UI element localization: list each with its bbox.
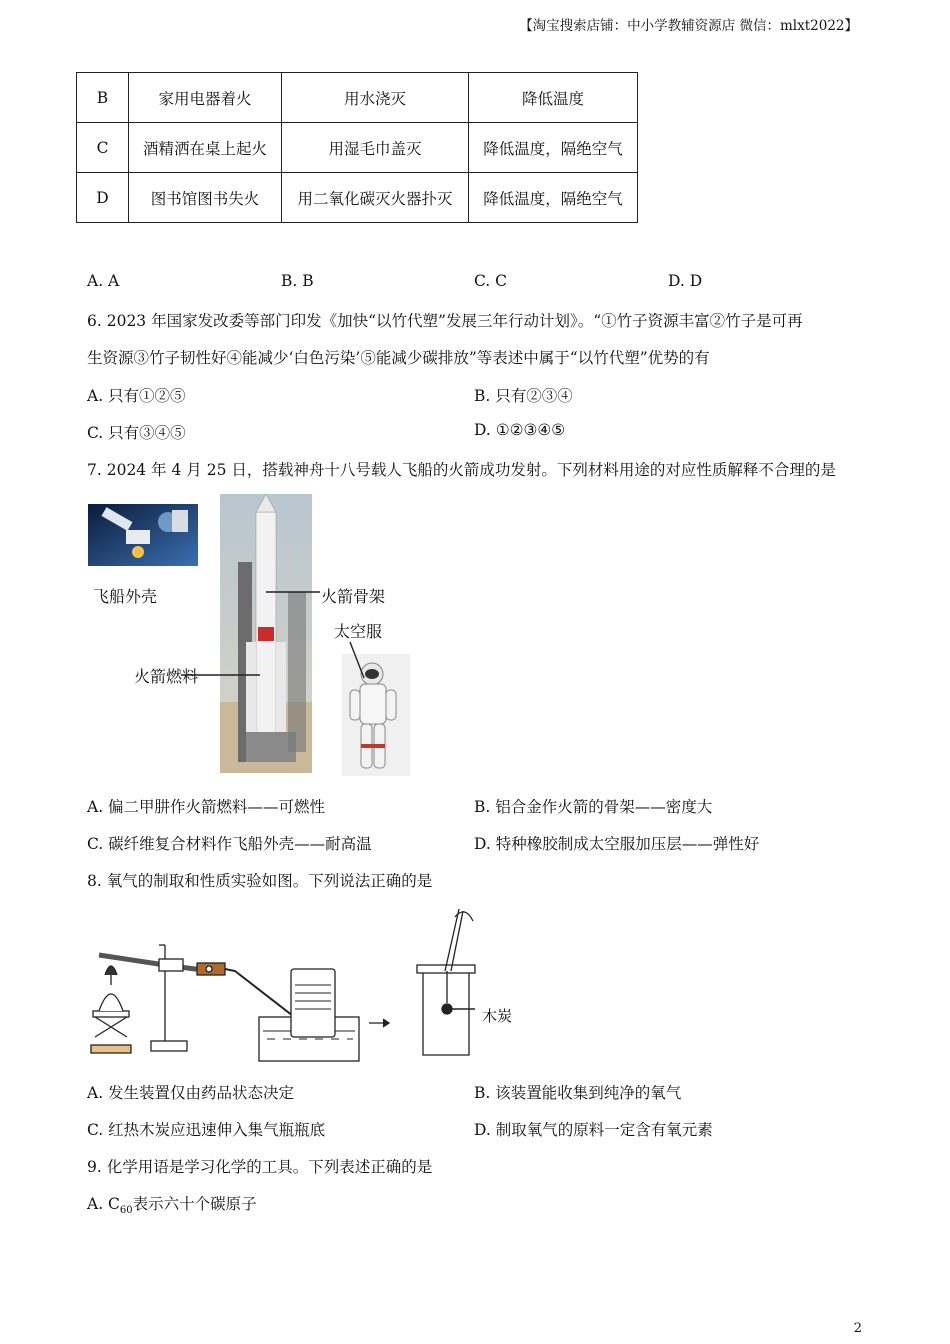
options-table [76, 72, 638, 223]
table-cell: 降低温度 [469, 73, 638, 123]
oxygen-apparatus-figure [85, 905, 525, 1065]
label-rocket-frame: 火箭骨架 [321, 587, 386, 606]
label-rocket-fuel: 火箭燃料 [134, 667, 199, 686]
rocket-image [220, 494, 312, 773]
q6-stem-line2: 生资源③竹子韧性好④能减少‘白色污染’⑤能减少碳排放”等表述中属于“以竹代塑”优势的有 [87, 349, 710, 367]
table-cell: 图书馆图书失火 [129, 173, 282, 223]
page-number: 2 [853, 1321, 862, 1336]
table-cell: 用水浇灭 [282, 73, 469, 123]
q8-option-d: D. 制取氧气的原料一定含有氧元素 [474, 1121, 713, 1139]
table-cell: 用二氧化碳灭火器扑灭 [282, 173, 469, 223]
table-row [77, 73, 638, 123]
q9-option-a-subscript: 60 [119, 1205, 133, 1217]
q9-option-a-suffix: 表示六十个碳原子 [132, 1195, 257, 1213]
q6-option-a: A. 只有①②⑤ [87, 387, 186, 405]
q8-stem: 8. 氧气的制取和性质实验如图。下列说法正确的是 [87, 872, 433, 890]
table-cell: 降低温度，隔绝空气 [469, 173, 638, 223]
table-cell: 用湿毛巾盖灭 [282, 123, 469, 173]
q5-option-c: C. C [474, 272, 508, 290]
q7-stem: 7. 2024 年 4 月 25 日，搭载神舟十八号载人飞船的火箭成功发射。下列材料用途的对应性质解释不合理的是 [87, 461, 836, 479]
page-header: 【淘宝搜索店铺：中小学教辅资源店 微信：mlxt2022】 [519, 18, 858, 34]
q9-option-a-prefix: A. C [87, 1195, 120, 1213]
q9-option-a [87, 1192, 257, 1216]
q7-option-b: B. 铝合金作火箭的骨架——密度大 [474, 798, 713, 816]
q6-stem-line1: 6. 2023 年国家发改委等部门印发《加快“以竹代塑”发展三年行动计划》。“①竹子资源丰富②竹子是可再 [87, 312, 803, 330]
label-charcoal: 木炭 [482, 1007, 513, 1025]
q8-option-b: B. 该装置能收集到纯净的氧气 [474, 1084, 682, 1102]
table-row [77, 123, 638, 173]
table-row [77, 173, 638, 223]
q6-option-c: C. 只有③④⑤ [87, 424, 186, 442]
table-cell: C [77, 123, 129, 173]
q8-option-c: C. 红热木炭应迅速伸入集气瓶瓶底 [87, 1121, 326, 1139]
astronaut-image [342, 654, 410, 776]
label-space-suit: 太空服 [334, 622, 383, 641]
q5-option-a: A. A [87, 272, 120, 290]
table-cell: B [77, 73, 129, 123]
q6-option-d: D. ①②③④⑤ [474, 421, 566, 439]
q7-option-a: A. 偏二甲肼作火箭燃料——可燃性 [87, 798, 326, 816]
table-cell: 酒精洒在桌上起火 [129, 123, 282, 173]
table-cell: D [77, 173, 129, 223]
spacecraft-image [88, 504, 198, 566]
q9-stem: 9. 化学用语是学习化学的工具。下列表述正确的是 [87, 1158, 433, 1176]
q7-option-c: C. 碳纤维复合材料作飞船外壳——耐高温 [87, 835, 372, 853]
q5-option-d: D. D [668, 272, 703, 290]
q7-option-d: D. 特种橡胶制成太空服加压层——弹性好 [474, 835, 760, 853]
label-spacecraft-shell: 飞船外壳 [93, 587, 158, 606]
table-cell: 家用电器着火 [129, 73, 282, 123]
q5-option-b: B. B [281, 272, 314, 290]
table-cell: 降低温度，隔绝空气 [469, 123, 638, 173]
q8-option-a: A. 发生装置仅由药品状态决定 [87, 1084, 295, 1102]
q6-option-b: B. 只有②③④ [474, 387, 573, 405]
